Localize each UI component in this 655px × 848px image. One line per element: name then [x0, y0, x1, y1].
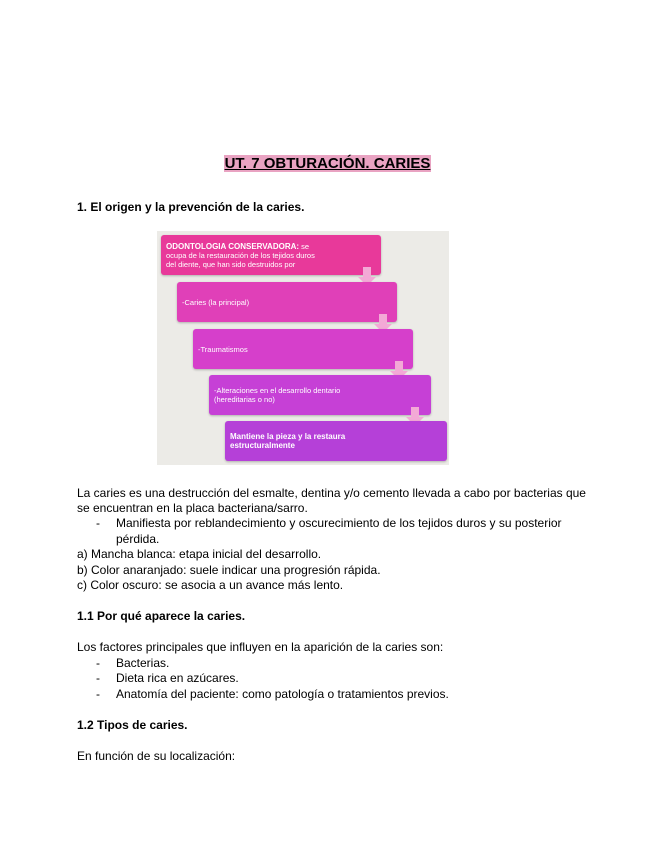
item-c: c) Color oscuro: se asocia a un avance más lento.	[77, 578, 344, 592]
section-1-2-heading: 1.2 Tipos de caries.	[77, 718, 188, 732]
bullet-dash: -	[96, 687, 100, 701]
diagram-box-4: -Alteraciones en el desarrollo dentario (hereditarias o no)	[209, 375, 431, 415]
bullet-dash: -	[96, 516, 100, 530]
diagram-box-3: -Traumatismos	[193, 329, 413, 369]
section-1-heading: 1. El origen y la prevención de la caries.	[77, 200, 305, 214]
factor-bullet: Bacterias.	[116, 656, 170, 670]
factor-bullet: Anatomía del paciente: como patología o tratamientos previos.	[116, 687, 449, 701]
symptom-bullet-line-2: pérdida.	[116, 532, 160, 546]
diagram-box-5: Mantiene la pieza y la restaura estructuralmente	[225, 421, 447, 461]
diagram-box-1: ODONTOLOGIA CONSERVADORA: se ocupa de la restauración de los tejidos duros del diente, que han sido destruidos por	[161, 235, 381, 275]
caries-definition-line-1: La caries es una destrucción del esmalte, dentina y/o cemento llevada a cabo por bacterias que	[77, 486, 586, 500]
page-title: UT. 7 OBTURACIÓN. CARIES	[224, 155, 431, 172]
item-b: b) Color anaranjado: suele indicar una progresión rápida.	[77, 563, 381, 577]
conservative-dentistry-diagram	[157, 231, 449, 465]
diagram-box-2: -Caries (la principal)	[177, 282, 397, 322]
section-1-1-heading: 1.1 Por qué aparece la caries.	[77, 609, 246, 623]
symptom-bullet-line-1: Manifiesta por reblandecimiento y oscurecimiento de los tejidos duros y su posterior	[116, 516, 562, 530]
bullet-dash: -	[96, 656, 100, 670]
item-a: a) Mancha blanca: etapa inicial del desarrollo.	[77, 547, 322, 561]
factors-intro: Los factores principales que influyen en la aparición de la caries son:	[77, 640, 444, 654]
types-intro: En función de su localización:	[77, 749, 236, 763]
caries-definition-line-2: se encuentran en la placa bacteriana/sarro.	[77, 501, 308, 515]
factor-bullet: Dieta rica en azúcares.	[116, 671, 239, 685]
bullet-dash: -	[96, 671, 100, 685]
